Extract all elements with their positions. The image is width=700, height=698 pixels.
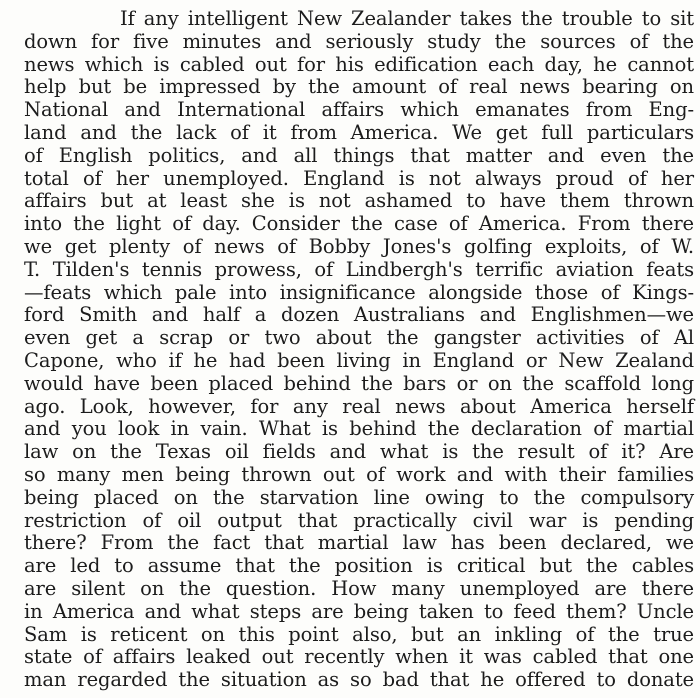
article-line-1: If any intelligent New Zealander takes the trouble to sit: [120, 7, 694, 30]
article-column: [24, 8, 694, 692]
article-line-7: of English politics, and all things that matter and even the: [24, 143, 694, 167]
article-line-23: restriction of oil output that practically civil war is pending: [24, 508, 694, 532]
article-line-21: so many men being thrown out of work and with their families: [24, 462, 694, 486]
article-line-8: total of her unemployed. England is not always proud of her: [24, 166, 694, 190]
article-line-3: news which is cabled out for his edification each day, he cannot: [24, 52, 694, 76]
article-line-15: even get a scrap or two about the gangster activities of Al: [24, 326, 694, 350]
article-line-22: being placed on the starvation line owing to the compulsory: [24, 485, 694, 509]
article-line-25: are led to assume that the position is critical but the cables: [24, 554, 694, 578]
article-line-9: affairs but at least she is not ashamed to have them thrown: [24, 189, 694, 213]
article-line-28: Sam is reticent on this point also, but an inkling of the true: [24, 622, 694, 646]
article-line-11: we get plenty of news of Bobby Jones's golfing exploits, of W.: [24, 234, 694, 258]
article-line-27: in America and what steps are being taken to feed them? Uncle: [24, 599, 694, 623]
article-line-2: down for five minutes and seriously study the sources of the: [24, 29, 694, 53]
article-line-14: ford Smith and half a dozen Australians and Englishmen—we: [24, 303, 694, 327]
article-line-30: man regarded the situation as so bad that he offered to donate: [24, 668, 694, 692]
article-line-18: ago. Look, however, for any real news about America herself: [24, 394, 694, 418]
article-line-10: into the light of day. Consider the case of America. From there: [24, 212, 694, 236]
article-line-5: National and International affairs which emanates from Eng-: [24, 98, 694, 122]
article-line-4: help but be impressed by the amount of real news bearing on: [24, 75, 694, 99]
article-line-13: —feats which pale into insignificance alongside those of Kings-: [24, 280, 694, 304]
article-line-12: T. Tilden's tennis prowess, of Lindbergh's terrific aviation feats: [24, 257, 694, 281]
article-line-16: Capone, who if he had been living in England or New Zealand: [24, 348, 694, 372]
article-line-6: land and the lack of it from America. We get full particulars: [24, 120, 694, 144]
article-line-20: law on the Texas oil fields and what is the result of it? Are: [24, 440, 694, 464]
article-line-26: are silent on the question. How many unemployed are there: [24, 576, 694, 600]
article-line-17: would have been placed behind the bars or on the scaffold long: [24, 371, 694, 395]
article-line-29: state of affairs leaked out recently when it was cabled that one: [24, 645, 694, 669]
article-line-24: there? From the fact that martial law has been declared, we: [24, 531, 694, 555]
article-line-19: and you look in vain. What is behind the declaration of martial: [24, 417, 694, 441]
